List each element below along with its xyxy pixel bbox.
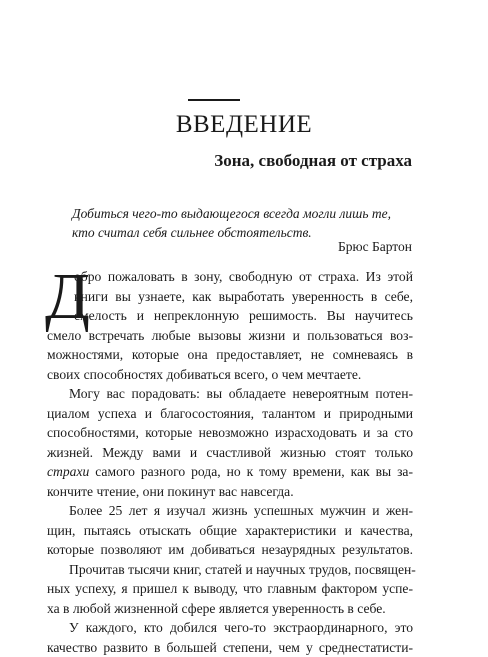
text-span: самого разного рода, но к тому времени, как вы за- bbox=[89, 464, 413, 479]
text-line: ха в любой жизненной сфере является уверенность в себе. bbox=[47, 599, 413, 619]
text-line: способностями, которые невозможно израсходовать и за сто bbox=[47, 423, 413, 443]
text-line: обро пожаловать в зону, свободную от страха. Из этой bbox=[47, 267, 413, 287]
epigraph-line: Добиться чего-то выдающегося всегда могли лишь те, bbox=[72, 204, 402, 223]
text-line: циалом успеха и благосостояния, талантом и природными bbox=[47, 404, 413, 424]
text-line: У каждого, кто добился чего-то экстраординарного, это bbox=[47, 618, 413, 638]
text-line: щин, пытаясь отыскать общие характеристики и качества, bbox=[47, 521, 413, 541]
chapter-title: ВВЕДЕНИЕ bbox=[0, 108, 488, 142]
text-line bbox=[47, 462, 413, 482]
epigraph-author: Брюс Бартон bbox=[0, 237, 412, 256]
body-text bbox=[47, 267, 413, 657]
chapter-subtitle: Зона, свободная от страха bbox=[0, 150, 412, 172]
text-line: книги вы узнаете, как выработать уверенность в себе, bbox=[47, 287, 413, 307]
text-line: качество развито в большей степени, чем у среднестатисти- bbox=[47, 638, 413, 657]
text-line: кончите чтение, они покинут вас навсегда. bbox=[47, 482, 413, 502]
text-line: Более 25 лет я изучал жизнь успешных мужчин и жен- bbox=[47, 501, 413, 521]
text-line: которые позволяют им добиваться незаурядных результатов. bbox=[47, 540, 413, 560]
epigraph-line: кто считал себя сильнее обстоятельств. bbox=[72, 223, 402, 242]
text-line: ных успеху, я пришел к выводу, что главным фактором успе- bbox=[47, 579, 413, 599]
italic-word: страхи bbox=[47, 464, 89, 479]
drop-cap: Д bbox=[45, 269, 90, 325]
text-line: Могу вас порадовать: вы обладаете невероятным потен- bbox=[47, 384, 413, 404]
chapter-rule bbox=[188, 99, 240, 101]
text-line: можностями, которые она предоставляет, не сомневаясь в bbox=[47, 345, 413, 365]
text-line: смело встречать любые вызовы жизни и пользоваться воз- bbox=[47, 326, 413, 346]
text-line: Прочитав тысячи книг, статей и научных трудов, посвящен- bbox=[47, 560, 413, 580]
text-line: своих способностях добиваться всего, о чем мечтаете. bbox=[47, 365, 413, 385]
text-line: жизней. Между вами и счастливой жизнью стоят только bbox=[47, 443, 413, 463]
text-line: смелость и непреклонную решимость. Вы научитесь bbox=[47, 306, 413, 326]
